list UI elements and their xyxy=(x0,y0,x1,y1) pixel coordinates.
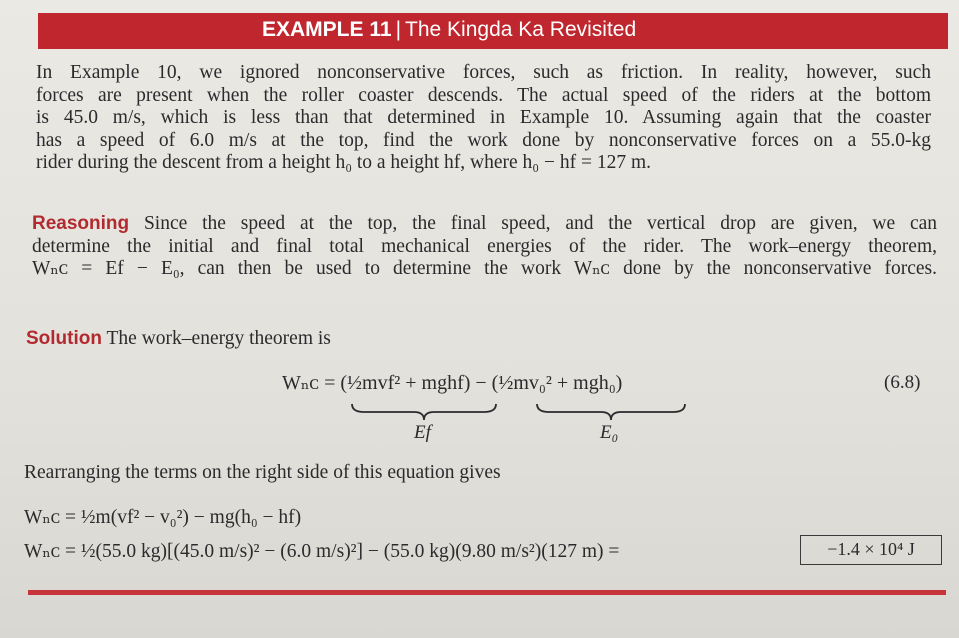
problem-line: In Example 10, we ignored nonconservative forces, such as friction. In reality, however, such xyxy=(36,62,931,83)
rearranging-text: Rearranging the terms on the right side of this equation gives xyxy=(24,462,501,483)
underbrace-final xyxy=(350,402,498,424)
reasoning-text: Since the speed at the top, the final speed, and the vertical drop are given, we can xyxy=(143,213,938,234)
equation-number: (6.8) xyxy=(884,372,921,393)
reasoning-line-1 xyxy=(32,213,937,236)
example-label: EXAMPLE 11 xyxy=(262,18,392,41)
problem-line: has a speed of 6.0 m/s at the top, find the work done by nonconservative forces on a 55.0-kg xyxy=(36,129,931,151)
underbrace-initial xyxy=(535,402,687,424)
reasoning-line: Wₙᴄ = Ef − E₀, can then be used to determine the work Wₙᴄ done by the nonconservative forces. xyxy=(32,258,937,279)
solution-intro xyxy=(26,328,331,350)
brace-label-initial: E₀ xyxy=(600,422,619,443)
solution-intro-text: The work–energy theorem is xyxy=(106,328,331,349)
equation-step-1: Wₙᴄ = ½m(vf² − v₀²) − mg(h₀ − hf) xyxy=(24,507,302,528)
banner-title xyxy=(262,14,702,46)
banner-separator: | xyxy=(395,18,402,41)
problem-statement xyxy=(36,62,931,175)
reasoning-label: Reasoning xyxy=(32,213,130,234)
problem-line: forces are present when the roller coaster descends. The actual speed of the riders at the bottom xyxy=(36,84,931,106)
solution-label: Solution xyxy=(26,328,102,349)
bottom-divider xyxy=(28,590,946,595)
reasoning-line: determine the initial and final total mechanical energies of the rider. The work–energy theorem, xyxy=(32,235,937,257)
problem-line: is 45.0 m/s, which is less than that determined in Example 10. Assuming again that the coaster xyxy=(36,107,931,128)
reasoning-paragraph xyxy=(32,213,937,281)
example-title: The Kingda Ka Revisited xyxy=(405,18,637,41)
work-energy-equation: Wₙᴄ = (½mvf² + mghf) − (½mv₀² + mgh₀) xyxy=(282,372,623,394)
brace-label-final: Ef xyxy=(414,422,431,443)
problem-line: rider during the descent from a height h₀ to a height hf, where h₀ − hf = 127 m. xyxy=(36,152,652,173)
answer-box: −1.4 × 10⁴ J xyxy=(800,535,942,565)
equation-step-2: Wₙᴄ = ½(55.0 kg)[(45.0 m/s)² − (6.0 m/s)²] − (55.0 kg)(9.80 m/s²)(127 m) = xyxy=(24,541,620,562)
